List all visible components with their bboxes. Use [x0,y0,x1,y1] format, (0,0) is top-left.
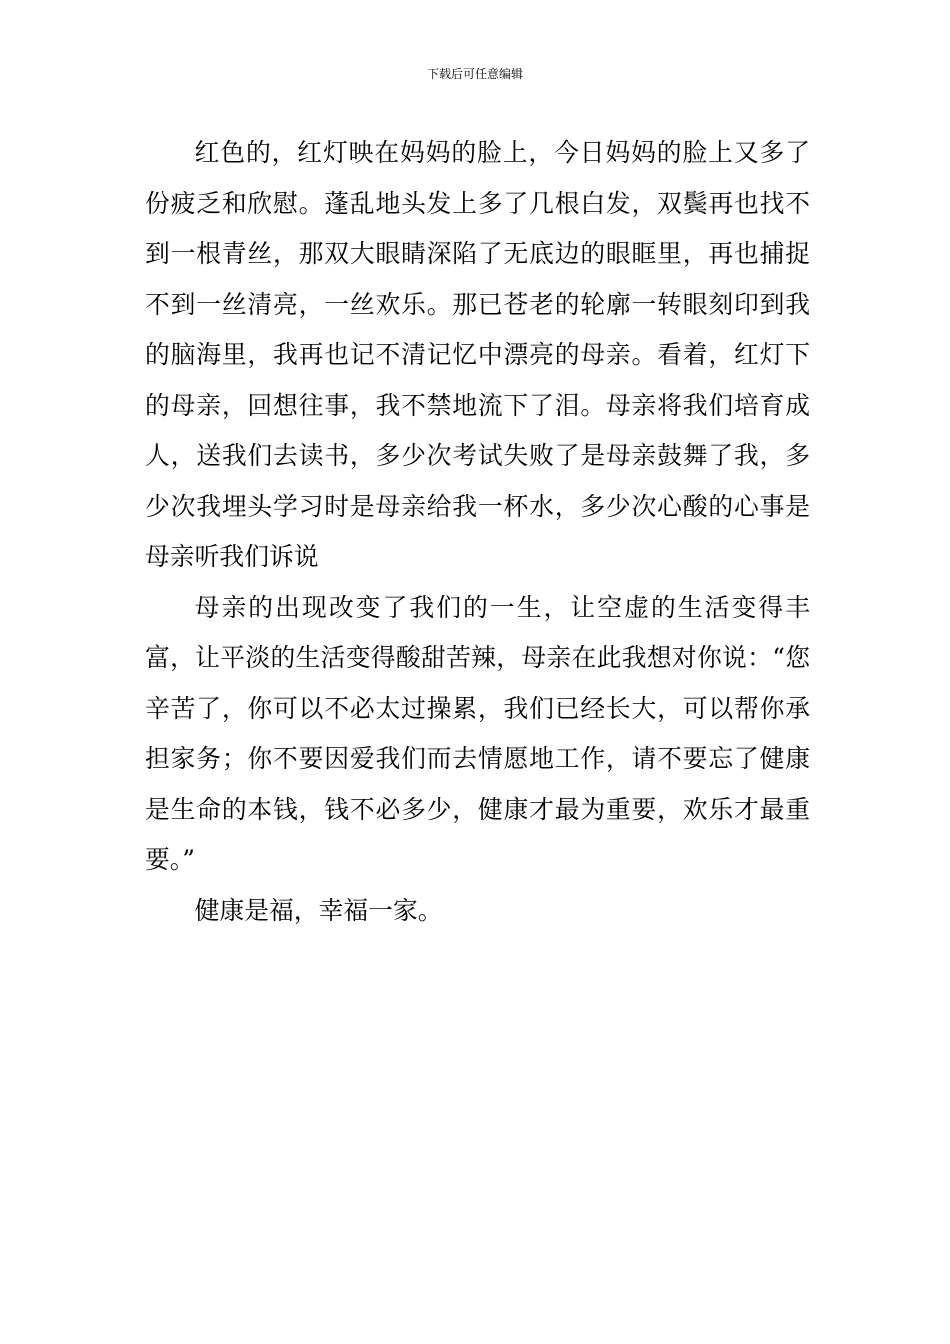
paragraph-2: 母亲的出现改变了我们的一生，让空虚的生活变得丰富，让平淡的生活变得酸甜苦辣，母亲在此我想对你说：“您辛苦了，你可以不必太过操累，我们已经长大，可以帮你承担家务；你不要因爱我们而去情愿地工作，请不要忘了健康是生命的本钱，钱不必多少，健康才最为重要，欢乐才最重要。” [145,592,810,874]
paragraph-1: 红色的，红灯映在妈妈的脸上，今日妈妈的脸上又多了份疲乏和欣慰。蓬乱地头发上多了几根白发，双鬓再也找不到一根青丝，那双大眼睛深陷了无底边的眼眶里，再也捕捉不到一丝清亮，一丝欢乐。那已苍老的轮廓一转眼刻印到我的脑海里，我再也记不清记忆中漂亮的母亲。看着，红灯下的母亲，回想往事，我不禁地流下了泪。母亲将我们培育成人，送我们去读书，多少次考试失败了是母亲鼓舞了我，多少次我埋头学习时是母亲给我一杯水，多少次心酸的心事是母亲听我们诉说 [145,138,810,571]
paragraph-3: 健康是福，幸福一家。 [194,895,443,925]
page-header-note: 下载后可任意编辑 [426,67,523,81]
document-body [145,128,810,936]
